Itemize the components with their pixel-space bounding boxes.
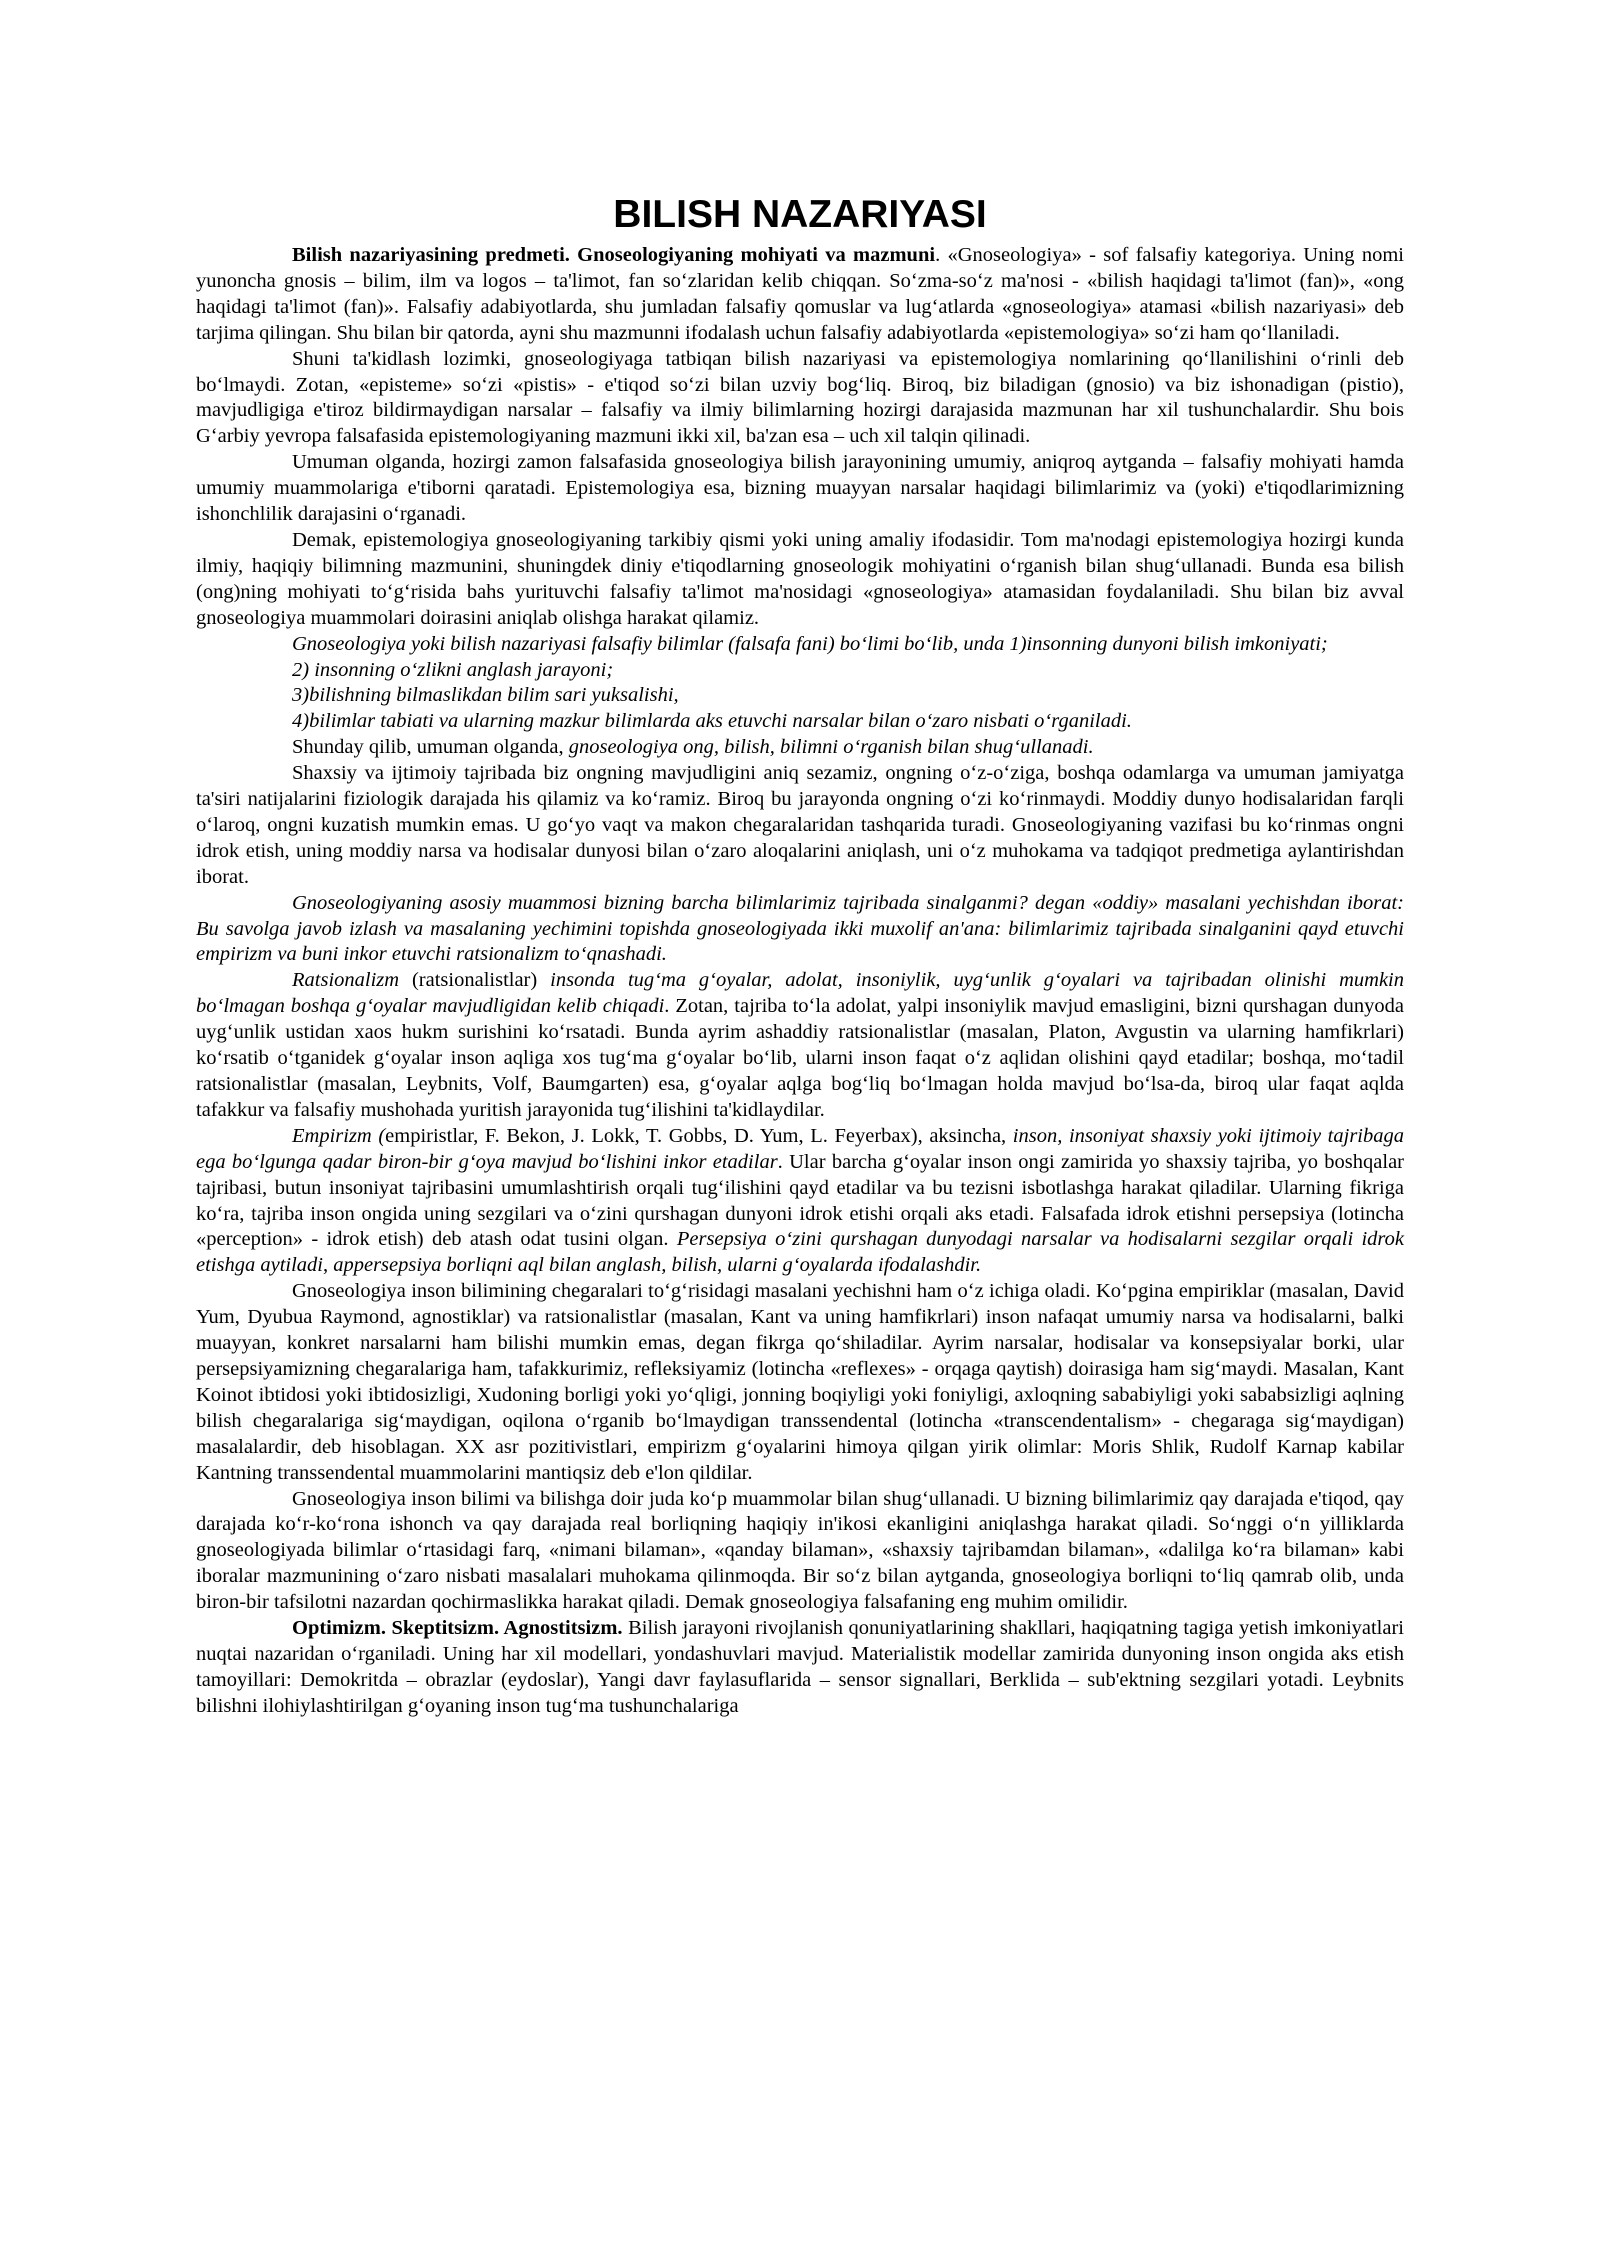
paragraph-optimism <box>196 1616 1404 1720</box>
paragraph-empiricism <box>196 1124 1404 1279</box>
paragraph-text: empiristlar, F. Bekon, J. Lokk, T. Gobbs, D. Yum, L. Feyerbax), aksincha, <box>385 1124 1013 1147</box>
paragraph-rationalism <box>196 968 1404 1123</box>
section-heading: Optimizm. Skeptitsizm. Agnostitsizm. <box>292 1617 623 1640</box>
paragraph-summary <box>196 735 1404 761</box>
paragraph-definition: Gnoseologiya yoki bilish nazariyasi falsafiy bilimlar (falsafa fani) bo‘limi bo‘lib, unda 1)insonning dunyoni bilish imkoniyati; <box>292 632 1328 655</box>
list-item: 2) insonning o‘zlikni anglash jarayoni; <box>292 658 614 681</box>
paragraph-problems: Gnoseologiya inson bilimi va bilishga doir juda ko‘p muammolar bilan shug‘ullanadi. U bizning bilimlarimiz qay darajada e'tiqod, qay darajada ko‘r-ko‘rona ishonch va qay darajada real borliqning haqiqiy in'ikosi ekanligini aniqlashga harakat qiladi. So‘nggi o‘n yilliklarda gnoseologiyada bilimlar o‘rtasidagi farq, «nimani bilaman», «qanday bilaman», «shaxsiy tajribamdan bilaman», «dalilga ko‘ra bilaman» kabi iboralar mazmunining o‘zaro nisbati masalalari muhokama qilinmoqda. Bir so‘z bilan aytganda, gnoseologiya borliqni to‘liq qamrab olib, unda biron-bir tafsilotni nazardan qochirmaslikka harakat qiladi. Demak gnoseologiya falsafaning eng muhim omilidir. <box>196 1487 1404 1614</box>
paragraph-main-problem: Gnoseologiyaning asosiy muammosi bizning barcha bilimlarimiz tajribada sinalganmi? degan «oddiy» masalani yechishdan iborat: Bu savolga javob izlash va masalaning yechimini topishda gnoseologiyada ikki muxolif an'ana: bilimlarimiz tajribada sinalganini qayd etuvchi empirizm va buni inkor etuvchi ratsionalizm to‘qnashadi. <box>196 891 1404 966</box>
paragraph-terminology: Shuni ta'kidlash lozimki, gnoseologiyaga tatbiqan bilish nazariyasi va epistemologiya nomlarining qo‘llanilishini o‘rinli deb bo‘lmaydi. Zotan, «episteme» so‘zi «pistis» - e'tiqod so‘zi bilan uzviy bog‘liq. Biroq, biz biladigan (gnosio) va biz ishonadigan (pistio), mavjudligiga e'tiroz bildirmaydigan narsalar – falsafiy va ilmiy bilimlarning hozirgi darajasida mazmunan har xil tushunchalardir. Shu bois G‘arbiy yevropa falsafasida epistemologiyaning mazmuni ikki xil, ba'zan esa – uch xil talqin qilinadi. <box>196 347 1404 448</box>
paragraph-text: (ratsionalistlar) <box>399 969 551 992</box>
section-heading: Bilish nazariyasining predmeti. Gnoseologiyaning mohiyati va mazmuni <box>292 244 936 266</box>
empiricism-definition: inson, insoniyat shaxsiy yoki ijtimoiy tajribaga ega bo‘lgunga qadar biron-bir g‘oya mavjud bo‘lishini inkor etadilar <box>196 1124 1404 1173</box>
paragraph-text: . Zotan, tajriba to‘la adolat, yalpi insoniylik mavjud emasligini, bizni qurshagan dunyoda uyg‘unlik ustidan xaos hukm surishini ko‘rsatadi. Bunda ayrim ashaddiy ratsionalistlar (masalan, Platon, Avgustin va ularning hamfikrlari) ko‘rsatib o‘tganidek g‘oyalar inson aqliga xos tug‘ma g‘oyalar bo‘lib, ularni inson faqat o‘z aqlidan olishini qayd etadilar; boshqa, mo‘tadil ratsionalistlar (masalan, Leybnits, Volf, Baumgarten) esa, g‘oyalar aqlga bog‘liq bo‘lmagan holda mavjud bo‘lsa-da, biroq ular faqat aqlda tafakkur va falsafiy mushohada yuritish jarayonida tug‘ilishini ta'kidlaydilar. <box>196 995 1404 1121</box>
list-item: 3)bilishning bilmaslikdan bilim sari yuksalishi, <box>292 684 679 707</box>
paragraph-text: , <box>322 1254 334 1277</box>
apperception-definition: appersepsiya borliqni aql bilan anglash, bilish, ularni g‘oyalarda ifodalashdir. <box>333 1254 982 1277</box>
summary-italic: gnoseologiya ong, bilish, bilimni o‘rganish bilan shug‘ullanadi. <box>568 736 1094 759</box>
paragraph-subject <box>196 243 1404 347</box>
paragraph-text: . «Gnoseologiya» - sof falsafiy kategoriya. Uning nomi yunoncha gnosis – bilim, ilm va logos – ta'limot, fan so‘zlaridan kelib chiqqan. So‘zma-so‘z ma'nosi - «bilish haqidagi ta'limot (fan)», «ong haqidagi ta'limot (fan)». Falsafiy adabiyotlarda, shu jumladan falsafiy qomuslar va lug‘atlarda «gnoseologiya» atamasi «bilish nazariyasi» deb tarjima qilingan. Shu bilan bir qatorda, ayni shu mazmunni ifodalash uchun falsafiy adabiyotlarda «epistemologiya» so‘zi ham qo‘llaniladi. <box>196 244 1404 344</box>
document-title: BILISH NAZARIYASI <box>613 193 987 236</box>
summary-text: Shunday qilib, umuman olganda, <box>292 736 569 759</box>
perception-definition: Persepsiya o‘zini qurshagan dunyodagi narsalar va hodisalarni sezgilar orqali idrok etishga aytiladi <box>196 1228 1404 1277</box>
list-item: 4)bilimlar tabiati va ularning mazkur bilimlarda aks etuvchi narsalar bilan o‘zaro nisbati o‘rganiladi. <box>292 710 1132 733</box>
term-empiricism: Empirizm ( <box>292 1124 386 1147</box>
paragraph-text: Bilish jarayoni rivojlanish qonuniyatlarining shakllari, haqiqatning tagiga yetish imkoniyatlari nuqtai nazaridan o‘rganiladi. Uning har xil modellari, yondashuvlari mavjud. Materialistik modellar zamirida dunyoning inson ongida aks etish tamoyillari: Demokritda – obrazlar (eydoslar), Yangi davr faylasuflarida – sensor signallari, Berklida – sub'ektning sezgilari yotadi. Leybnits bilishni ilohiylashtirilgan g‘oyaning inson tug‘ma tushunchalariga <box>196 1617 1404 1717</box>
paragraph-limits: Gnoseologiya inson bilimining chegaralari to‘g‘risidagi masalani yechishni ham o‘z ichiga oladi. Ko‘pgina empiriklar (masalan, David Yum, Dyubua Raymond, agnostiklar) va ratsionalistlar (masalan, Kant va uning hamfikrlari) inson nafaqat umumiy narsa va hodisalarni, balki muayyan, konkret narsalarni ham bilishi mumkin emas, degan fikrga qo‘shiladilar. Ayrim narsalar, hodisalar va konsepsiyalar borki, ular persepsiyamizning chegaralariga ham, tafakkurimiz, refleksiyamiz (lotincha «reflexes» - orqaga qaytish) doirasiga ham sig‘maydi. Masalan, Kant Koinot ibtidosi yoki ibtidosizligi, Xudoning borligi yoki yo‘qligi, jonning boqiyligi yoki foniyligi, axloqning sababiyligi yoki sababsizligi aqlning bilish chegaralariga sig‘maydigan, oqilona o‘rganib bo‘lmaydigan transsendental (lotincha «transcendentalism» - chegaraga sig‘maydigan) masalalardir, deb hisoblagan. XX asr pozitivistlari, empirizm g‘oyalarini himoya qilgan yirik olimlar: Moris Shlik, Rudolf Karnap kabilar Kantning transsendental muammolarini mantiqsiz deb e'lon qildilar. <box>196 1280 1404 1484</box>
term-rationalism: Ratsionalizm <box>292 969 400 992</box>
rationalism-definition: insonda tug‘ma g‘oyalar, adolat, insoniylik, uyg‘unlik g‘oyalari va tajribadan olinishi mumkin bo‘lmagan boshqa g‘oyalar mavjudligidan kelib chiqadi <box>196 969 1404 1018</box>
paragraph-epistemology: Demak, epistemologiya gnoseologiyaning tarkibiy qismi yoki uning amaliy ifodasidir. Tom ma'nodagi epistemologiya hozirgi kunda ilmiy, haqiqiy bilimning mazmunini, shuningdek diniy e'tiqodlarning gnoseologik mohiyatini o‘rganish bilan shug‘ullanadi. Bunda esa bilish (ong)ning mohiyati to‘g‘risida bahs yurituvchi falsafiy ta'limot ma'nosidagi «gnoseologiya» atamasidan foydalaniladi. Shu bilan biz avval gnoseologiya muammolari doirasini aniqlab olishga harakat qilamiz. <box>196 528 1404 629</box>
paragraph-modern-philosophy: Umuman olganda, hozirgi zamon falsafasida gnoseologiya bilish jarayonining umumiy, aniqroq aytganda – falsafiy mohiyati hamda umumiy muammolariga e'tiborni qaratadi. Epistemologiya esa, bizning muayyan narsalar haqidagi bilimlarimiz va (yoki) e'tiqodlarimizning ishonchlilik darajasini o‘rganadi. <box>196 451 1404 526</box>
paragraph-text: . Ular barcha g‘oyalar inson ongi zamirida yo shaxsiy tajriba, yo boshqalar tajribasi, butun insoniyat tajribasini umumlashtirish orqali tug‘ilishini qayd etadilar va bu tezisni isbotlashga harakat qiladilar. Ularning fikriga ko‘ra, tajriba inson ongida uning sezgilari va o‘zini qurshagan dunyoni idrok etishi orqali aks etadi. Falsafada idrok etishni persepsiya (lotincha «perception» - idrok etish) deb atash odat tusini olgan. <box>196 1150 1404 1251</box>
paragraph-consciousness: Shaxsiy va ijtimoiy tajribada biz ongning mavjudligini aniq sezamiz, ongning o‘z-o‘ziga, boshqa odamlarga va umuman jamiyatga ta'siri natijalarini fiziologik darajada his qilamiz va ko‘ramiz. Biroq bu jarayonda ongning o‘zi ko‘rinmaydi. Moddiy dunyo hodisalaridan farqli o‘laroq, ongni kuzatish mumkin emas. U go‘yo vaqt va makon chegaralaridan tashqarida turadi. Gnoseologiyaning vazifasi bu ko‘rinmas ongni idrok etish, uning moddiy narsa va hodisalar dunyosi bilan o‘zaro aloqalarini aniqlash, uni o‘z muhokama va tadqiqot predmetiga aylantirishdan iborat. <box>196 762 1404 888</box>
